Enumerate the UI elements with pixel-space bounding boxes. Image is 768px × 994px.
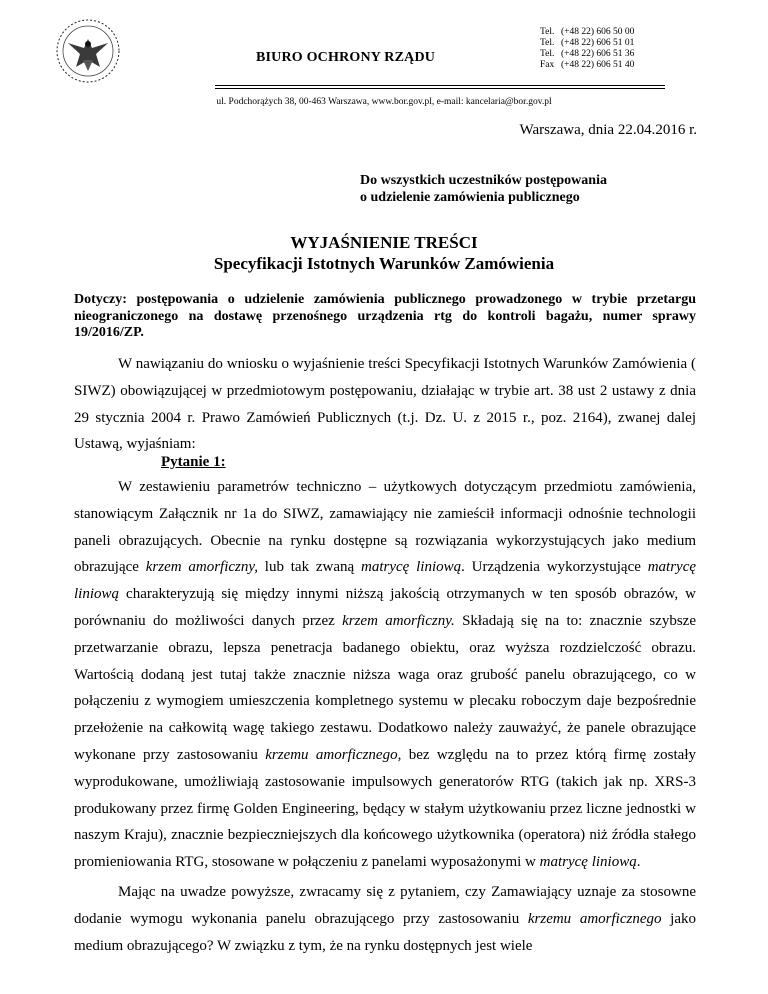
question-heading: Pytanie 1: [161,454,226,470]
question-followup: Mając na uwadze powyższe, zwracamy się z pytaniem, czy Zamawiający uznaje za stosowne dodanie wymogu wykonania panelu obrazującego przy zastosowaniu krzemu amorficznego jako medium obrazującego? W związku z tym, że na rynku dostępnych jest wiele [74,884,697,954]
header-divider [215,85,665,86]
document-date: Warszawa, dnia 22.04.2016 r. [519,122,697,138]
organization-name: BIURO OCHRONY RZĄDU [256,50,436,65]
question-body: W zestawieniu parametrów techniczno – użytkowych dotyczącym przedmiotu zamówienia, stanowiącym Załącznik nr 1a do SIWZ, zamawiający nie zamieścił informacji odnośnie technologii paneli obrazujących. Obecnie na rynku dostępne są rozwiązania wykorzystujących jako medium obrazujące krzem amorficzny, lub tak zwaną matrycę liniową. Urządzenia wykorzystujące matrycę liniową charakteryzują się między innymi niższą jakością otrzymanych w ten sposób obrazów, w porównaniu do możliwości danych przez krzem amorficzny. Składają się na to: znacznie szybsze przetwarzanie obrazu, lepsza penetracja badanego obiektu, oraz wyższa rozdzielczość obrazu. Wartością dodaną jest tutaj także znacznie niższa waga oraz grubość panelu obrazującego, co w połączeniu z wymogiem umieszczenia kompletnego systemu w plecaku roboczym daje bezpośrednie przełożenie na całkowitą wagę takiego zestawu. Dodatkowo należy zauważyć, że panele obrazujące wykonane przy zastosowaniu krzemu amorficznego, bez względu na to przez którą firmę zostały wyprodukowane, umożliwiają zastosowanie impulsowych generatorów RTG (takich jak np. XRS-3 produkowany przez firmę Golden Engineering, będący w stałym użytkowaniu przez liczne jednostki w naszym Kraju), znacznie bezpieczniejszych dla końcowego użytkownika (operatora) niż źródła stałego promieniowania RTG, stosowane w połączeniu z panelami wyposażonymi w matrycę liniową. [74,479,697,871]
recipient-block [360,172,607,206]
contact-row: Tel. (+48 22) 606 50 00 [540,27,635,37]
contact-row: Fax (+48 22) 606 51 40 [540,60,635,70]
address-line: ul. Podchorążych 38, 00-463 Warszawa, www.bor.gov.pl, e-mail: kancelaria@bor.gov.pl [216,97,552,107]
recipient-line: Do wszystkich uczestników postępowania [360,173,607,188]
intro-paragraph: W nawiązaniu do wniosku o wyjaśnienie treści Specyfikacji Istotnych Warunków Zamówienia ( SIWZ) obowiązującej w przedmiotowym postępowaniu, działając w trybie art. 38 ust 2 ustawy z dnia 29 stycznia 2004 r. Prawo Zamówień Publicznych (t.j. Dz. U. z 2015 r., poz. 2164), zwanej dalej Ustawą, wyjaśniam: [74,356,696,453]
eagle-emblem-icon [54,17,122,85]
subject-paragraph: Dotyczy: postępowania o udzielenie zamówienia publicznego prowadzonego w trybie przetargu nieograniczonego na dostawę przenośnego urządzenia rtg do kontroli bagażu, numer sprawy 19/2016/ZP. [74,292,696,340]
recipient-line: o udzielenie zamówienia publicznego [360,190,580,205]
contact-row: Tel. (+48 22) 606 51 01 [540,38,635,48]
document-title [0,232,768,274]
title-line: WYJAŚNIENIE TREŚCI [290,233,478,252]
header-divider [215,88,665,89]
title-line: Specyfikacji Istotnych Warunków Zamówienia [213,254,555,273]
contact-row: Tel. (+48 22) 606 51 36 [540,49,635,59]
contact-list [540,27,634,71]
